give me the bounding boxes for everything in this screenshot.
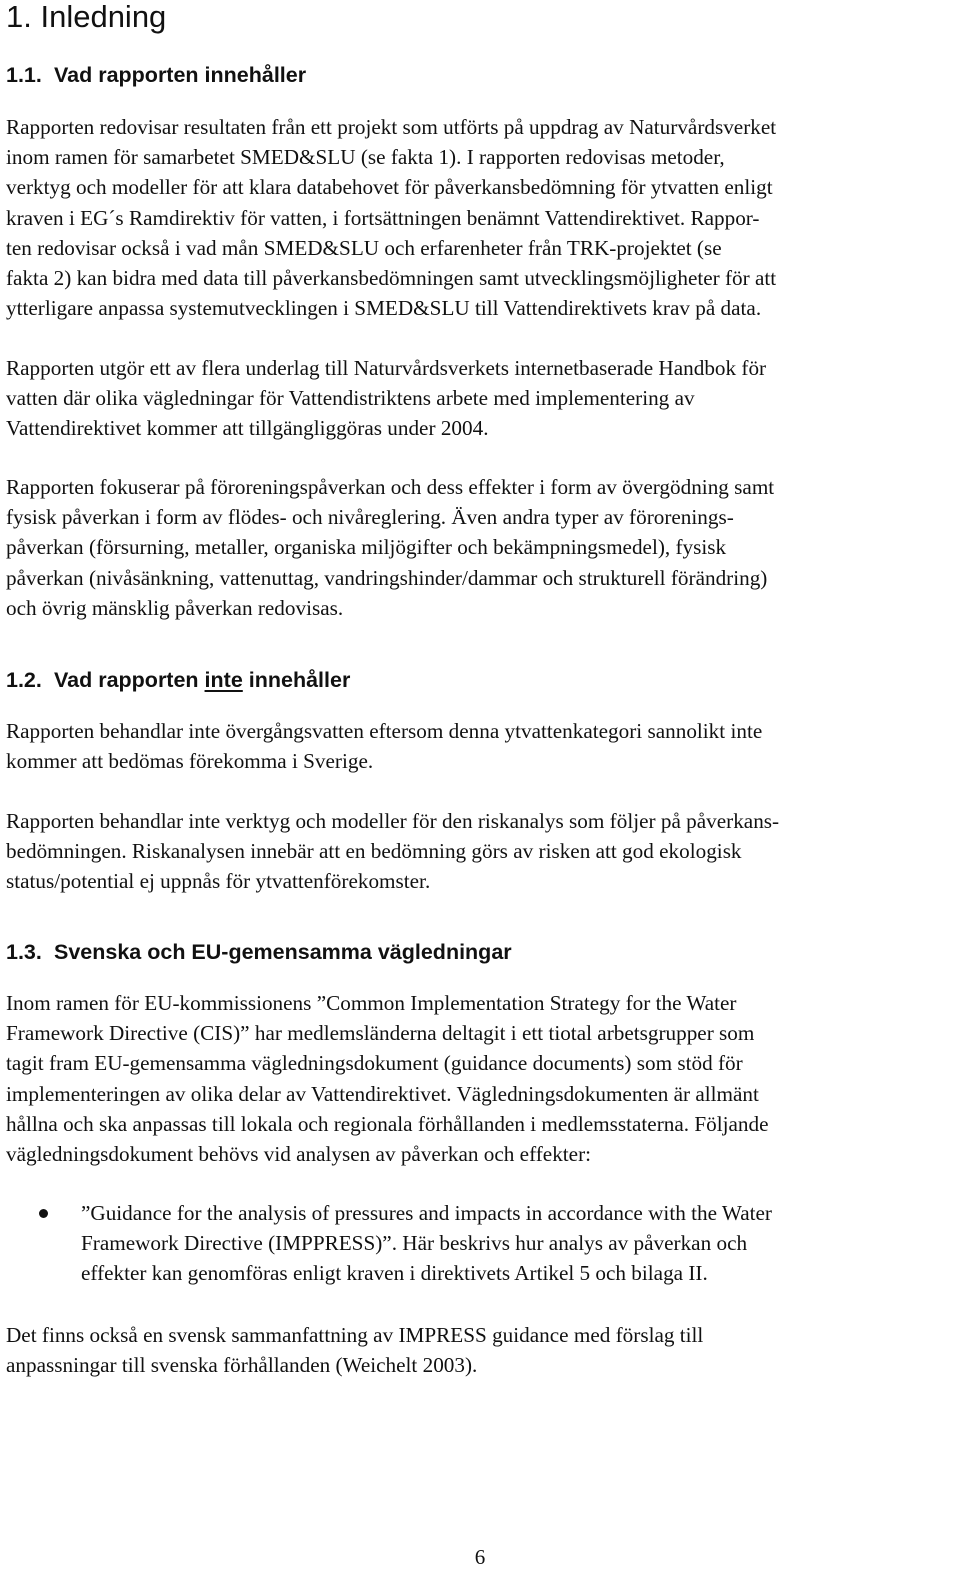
text-line: kommer att bedömas förekomma i Sverige.: [6, 749, 374, 774]
text-line: Framework Directive (IMPPRESS)”. Här beskrivs hur analys av påverkan och: [81, 1231, 748, 1256]
text-line: vägledningsdokument behövs vid analysen av påverkan och effekter:: [6, 1142, 592, 1167]
text-line: Rapporten fokuserar på föroreningspåverkan och dess effekter i form av övergödning samt: [6, 475, 775, 499]
text-line: ten redovisar också i vad mån SMED&SLU och erfarenheter från TRK-projektet (se: [6, 235, 722, 260]
text-line: ”Guidance for the analysis of pressures and impacts in accordance with the Water: [81, 1201, 772, 1225]
text-line: vatten där olika vägledningar för Vattendistriktens arbete med implementering av: [6, 386, 695, 411]
bullet-list: [6, 1198, 954, 1289]
section-title-emphasis: inte: [204, 668, 243, 692]
text-line: bedömningen. Riskanalysen innebär att en bedömning görs av risken att god ekologisk: [6, 839, 742, 864]
page-number: 6: [474, 1545, 486, 1569]
paragraph-1-2-b: [6, 806, 954, 897]
text-line: fysisk påverkan i form av flödes- och nivåreglering. Även andra typer av förorenings-: [6, 505, 734, 530]
section-title-before: Vad rapporten: [54, 668, 205, 692]
paragraph-1-3-b: [6, 1320, 954, 1380]
list-item: [6, 1198, 954, 1289]
section-heading-1-1: [6, 62, 306, 88]
section-number: 1.3.: [6, 940, 42, 964]
bullet-icon: [39, 1209, 48, 1218]
text-line: tagit fram EU-gemensamma vägledningsdokument (guidance documents) som stöd för: [6, 1051, 743, 1076]
text-line: hållna och ska anpassas till lokala och regionala förhållanden i medlemsstaterna. Följande: [6, 1111, 769, 1136]
text-line: Det finns också en svensk sammanfattning av IMPRESS guidance med förslag till: [6, 1323, 704, 1347]
text-line: Framework Directive (CIS)” har medlemsländerna deltagit i ett tiotal arbetsgrupper som: [6, 1021, 755, 1046]
paragraph-1-1-a: [6, 112, 954, 323]
text-line: Rapporten utgör ett av flera underlag till Naturvårdsverkets internetbaserade Handbok för: [6, 356, 767, 380]
text-line: anpassningar till svenska förhållanden (Weichelt 2003).: [6, 1353, 478, 1378]
section-number: 1.2.: [6, 668, 42, 692]
text-line: effekter kan genomföras enligt kraven i direktivets Artikel 5 och bilaga II.: [81, 1261, 708, 1286]
text-line: inom ramen för samarbetet SMED&SLU (se fakta 1). I rapporten redovisas metoder,: [6, 145, 725, 170]
text-line: status/potential ej uppnås för ytvattenförekomster.: [6, 869, 431, 894]
text-line: Rapporten behandlar inte övergångsvatten eftersom denna ytvattenkategori sannolikt inte: [6, 719, 763, 743]
section-heading-1-2: [6, 667, 350, 693]
paragraph-1-2-a: [6, 716, 954, 776]
section-title-after: innehåller: [242, 668, 351, 692]
text-line: Inom ramen för EU-kommissionens ”Common Implementation Strategy for the Water: [6, 991, 737, 1015]
section-title: Svenska och EU-gemensamma vägledningar: [54, 940, 512, 964]
text-line: Vattendirektivet kommer att tillgängliggöras under 2004.: [6, 416, 489, 441]
chapter-heading: 1. Inledning: [6, 0, 167, 34]
text-line: Rapporten redovisar resultaten från ett projekt som utförts på uppdrag av Naturvårdsverket: [6, 115, 777, 139]
text-line: kraven i EG´s Ramdirektiv för vatten, i fortsättningen benämnt Vattendirektivet. Rappor-: [6, 205, 760, 230]
text-line: implementeringen av olika delar av Vattendirektivet. Vägledningsdokumenten är allmänt: [6, 1081, 759, 1106]
text-line: påverkan (nivåsänkning, vattenuttag, vandringshinder/dammar och strukturell förändring): [6, 565, 768, 590]
text-line: och övrig mänsklig påverkan redovisas.: [6, 595, 344, 620]
paragraph-1-1-c: [6, 472, 954, 623]
paragraph-1-3-a: [6, 988, 954, 1169]
section-number: 1.1.: [6, 63, 42, 87]
section-title: Vad rapporten innehåller: [54, 63, 307, 87]
text-line: Rapporten behandlar inte verktyg och modeller för den riskanalys som följer på påverkans-: [6, 809, 780, 833]
text-line: ytterligare anpassa systemutvecklingen i SMED&SLU till Vattendirektivets krav på data.: [6, 296, 762, 321]
paragraph-1-1-b: [6, 353, 954, 444]
text-line: påverkan (försurning, metaller, organiska miljögifter och bekämpningsmedel), fysisk: [6, 535, 727, 560]
section-heading-1-3: [6, 939, 512, 965]
text-line: verktyg och modeller för att klara databehovet för påverkansbedömning för ytvatten enligt: [6, 175, 773, 200]
text-line: fakta 2) kan bidra med data till påverkansbedömningen samt utvecklingsmöjligheter för att: [6, 266, 777, 291]
